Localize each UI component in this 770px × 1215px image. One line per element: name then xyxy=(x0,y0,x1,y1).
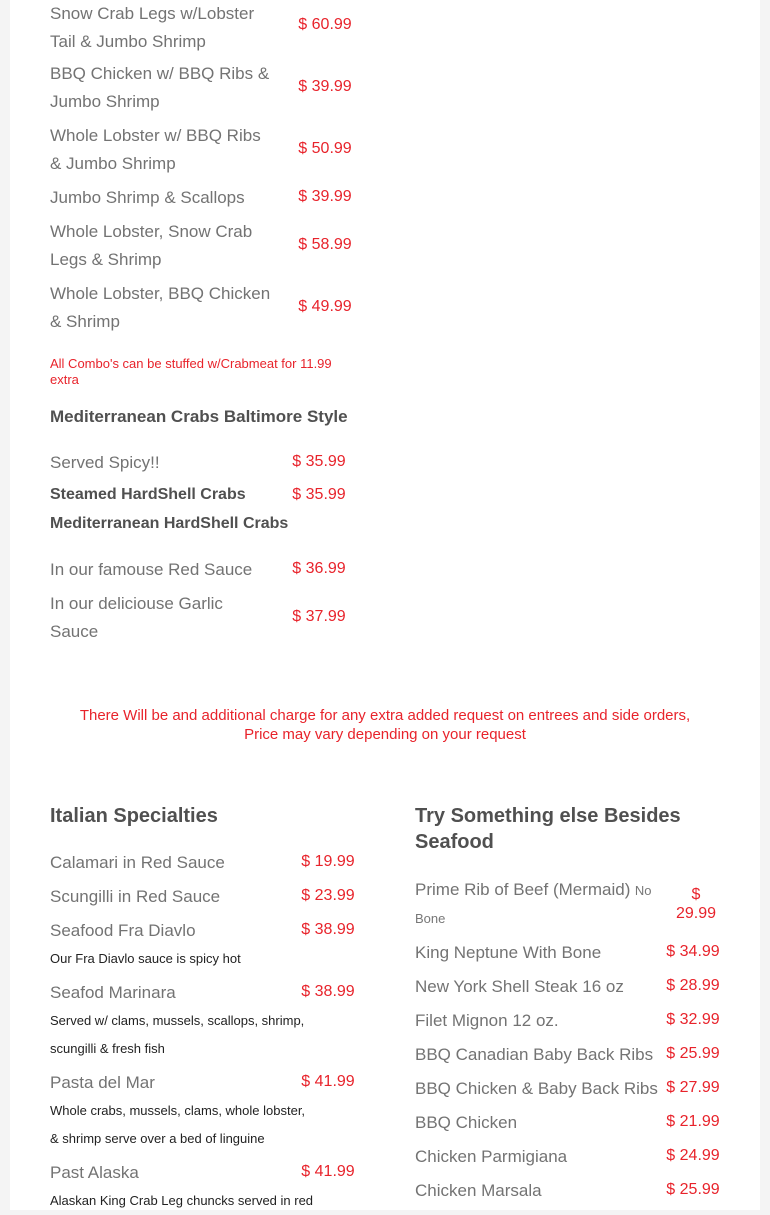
item-description: Served w/ clams, mussels, scallops, shrimp, xyxy=(50,1013,305,1028)
menu-item-name: Whole Lobster w/ BBQ Ribs & Jumbo Shrimp xyxy=(50,126,261,173)
notice-line-1: There Will be and additional charge for any extra added request on entrees and side orders, xyxy=(79,707,691,724)
menu-item-name: Whole Lobster, BBQ Chicken & Shrimp xyxy=(50,284,271,331)
menu-item-name: Steamed HardShell Crabs xyxy=(50,486,246,503)
menu-item-price: $ 27.99 xyxy=(666,1079,720,1096)
menu-item-price: $ 38.99 xyxy=(301,983,355,1000)
menu-item-name: Filet Mignon 12 oz. xyxy=(415,1011,559,1030)
menu-item-name: In our deliciouse Garlic Sauce xyxy=(50,594,223,641)
menu-item-name: BBQ Chicken w/ BBQ Ribs & Jumbo Shrimp xyxy=(50,64,270,111)
menu-item-price: $ 41.99 xyxy=(301,1163,355,1180)
menu-item-price: $ 25.99 xyxy=(666,1181,720,1198)
section-subtitle: Mediterranean HardShell Crabs xyxy=(50,515,289,532)
menu-item-price: $ 58.99 xyxy=(298,236,352,253)
notice-line-2: Price may vary depending on your request xyxy=(244,726,526,743)
section-title: Mediterranean Crabs Baltimore Style xyxy=(50,407,348,426)
menu-item-name: BBQ Canadian Baby Back Ribs xyxy=(415,1045,654,1064)
menu-item-price: $ 21.99 xyxy=(666,1113,720,1130)
prime-rib-name: Prime Rib of Beef (Mermaid) xyxy=(415,880,631,899)
menu-item-price: $ 35.99 xyxy=(292,486,346,503)
combo-note: All Combo's can be stuffed w/Crabmeat for 11.99 extra xyxy=(50,356,332,387)
menu-item-price: $ 39.99 xyxy=(298,78,352,95)
item-description: Whole crabs, mussels, clams, whole lobster, xyxy=(50,1103,306,1118)
menu-item-name xyxy=(415,876,655,933)
menu-item-name: King Neptune With Bone xyxy=(415,943,602,962)
menu-item-price: $ 37.99 xyxy=(292,608,346,625)
menu-item-price: $ 38.99 xyxy=(301,921,355,938)
menu-item-name: Jumbo Shrimp & Scallops xyxy=(50,188,245,207)
extra-charge-notice xyxy=(10,706,760,744)
menu-item-price: $ 36.99 xyxy=(292,560,346,577)
menu-page xyxy=(10,0,760,1210)
menu-item-price xyxy=(670,885,722,923)
menu-item-price: $ 28.99 xyxy=(666,977,720,994)
menu-item-name: Served Spicy!! xyxy=(50,453,160,472)
menu-item-name: Calamari in Red Sauce xyxy=(50,853,225,872)
item-description: Our Fra Diavlo sauce is spicy hot xyxy=(50,951,241,966)
prime-rib-extra: No Bone xyxy=(415,883,652,926)
menu-item-name: Past Alaska xyxy=(50,1163,139,1182)
menu-item-name: Pasta del Mar xyxy=(50,1073,155,1092)
menu-item-price: $ 39.99 xyxy=(298,188,352,205)
menu-item-name: Seafood Fra Diavlo xyxy=(50,921,196,940)
menu-item-price: $ 23.99 xyxy=(301,887,355,904)
menu-item-name: Seafod Marinara xyxy=(50,983,176,1002)
menu-item-name: BBQ Chicken & Baby Back Ribs xyxy=(415,1079,658,1098)
price-value: 29.99 xyxy=(675,905,717,922)
menu-item-price: $ 60.99 xyxy=(298,16,352,33)
menu-item-price: $ 24.99 xyxy=(666,1147,720,1164)
menu-item-price: $ 25.99 xyxy=(666,1045,720,1062)
menu-item-name: New York Shell Steak 16 oz xyxy=(415,977,624,996)
menu-item-name: Snow Crab Legs w/Lobster Tail & Jumbo Shrimp xyxy=(50,4,255,51)
price-symbol: $ xyxy=(691,886,701,903)
item-description: scungilli & fresh fish xyxy=(50,1041,165,1056)
menu-item-price: $ 49.99 xyxy=(298,298,352,315)
menu-item-price: $ 50.99 xyxy=(298,140,352,157)
menu-item-name: BBQ Chicken xyxy=(415,1113,518,1132)
menu-item-name: In our famouse Red Sauce xyxy=(50,560,253,579)
menu-item-price: $ 35.99 xyxy=(292,453,346,470)
menu-item-name: Scungilli in Red Sauce xyxy=(50,887,221,906)
menu-item-price: $ 34.99 xyxy=(666,943,720,960)
menu-item-name: Chicken Parmigiana xyxy=(415,1147,568,1166)
menu-item-name: Whole Lobster, Snow Crab Legs & Shrimp xyxy=(50,222,253,269)
section-title: Try Something else Besides Seafood xyxy=(415,805,681,853)
menu-item-price: $ 32.99 xyxy=(666,1011,720,1028)
menu-item-name: Chicken Marsala xyxy=(415,1181,542,1200)
item-description: & shrimp serve over a bed of linguine xyxy=(50,1131,265,1146)
item-description: Alaskan King Crab Leg chuncks served in red xyxy=(50,1193,314,1208)
menu-item-price: $ 19.99 xyxy=(301,853,355,870)
menu-item-price: $ 41.99 xyxy=(301,1073,355,1090)
section-title: Italian Specialties xyxy=(50,805,218,827)
